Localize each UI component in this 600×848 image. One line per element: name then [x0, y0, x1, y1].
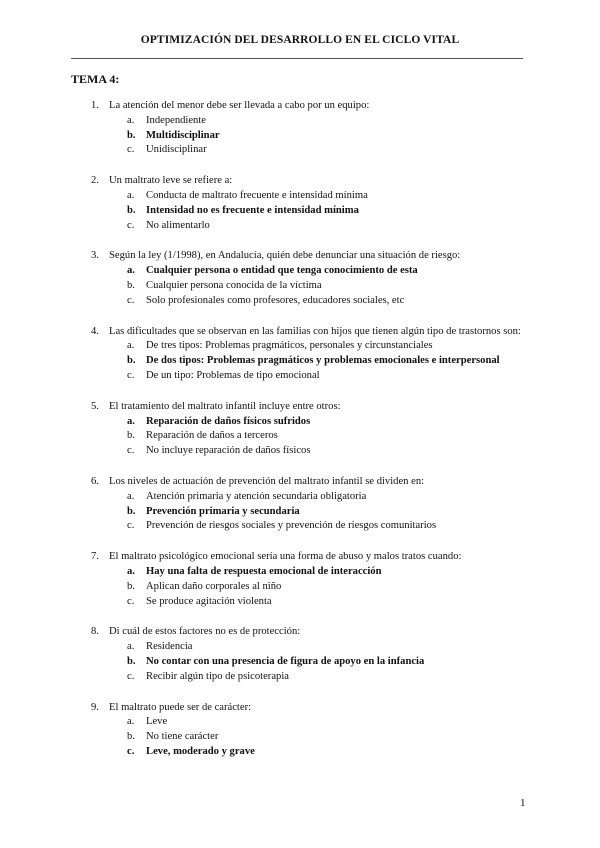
answer-option: [71, 640, 531, 655]
answer-option-correct: [71, 745, 531, 760]
answer-option: [71, 369, 531, 384]
option-text: Reparación de daños físicos sufridos: [146, 415, 311, 427]
page-number: 1: [520, 797, 526, 809]
document-header-title: OPTIMIZACIÓN DEL DESARROLLO EN EL CICLO VITAL: [140, 34, 460, 46]
question-item: [71, 325, 531, 384]
section-title: TEMA 4:: [71, 72, 120, 86]
option-text: No alimentarlo: [146, 219, 210, 231]
option-text: De dos tipos: Problemas pragmáticos y problemas emocionales e interpersonal: [146, 355, 500, 367]
answer-option-correct: [71, 264, 531, 279]
question-number: 6.: [91, 475, 99, 487]
answer-options: [71, 640, 531, 684]
option-letter: b.: [127, 505, 136, 517]
answer-option: [71, 339, 531, 354]
question-list: [71, 99, 531, 776]
option-letter: a.: [127, 114, 135, 126]
question-number: 9.: [91, 701, 99, 713]
answer-option: [71, 670, 531, 685]
question-number-cell: [71, 701, 109, 716]
question-item: [71, 249, 531, 308]
answer-option-correct: [71, 505, 531, 520]
option-text: De un tipo: Problemas de tipo emocional: [146, 369, 320, 381]
question-number-cell: [71, 400, 109, 415]
question-number-cell: [71, 325, 109, 340]
answer-options: [71, 415, 531, 459]
option-letter: a.: [127, 490, 135, 502]
question-row: [71, 400, 531, 415]
answer-option: [71, 519, 531, 534]
answer-option: [71, 114, 531, 129]
question-number-cell: [71, 249, 109, 264]
question-row: [71, 625, 531, 640]
option-text: Hay una falta de respuesta emocional de interacción: [146, 565, 382, 577]
option-letter: c.: [127, 595, 135, 607]
answer-option: [71, 730, 531, 745]
option-text: Aplican daño corporales al niño: [146, 580, 282, 592]
option-text: Recibir algún tipo de psicoterapia: [146, 670, 289, 682]
answer-options: [71, 264, 531, 308]
question-row: [71, 550, 531, 565]
answer-option-correct: [71, 655, 531, 670]
question-text: Di cuál de estos factores no es de protección:: [109, 626, 301, 638]
option-letter: a.: [127, 415, 135, 427]
question-item: [71, 400, 531, 459]
header-divider: [71, 58, 523, 59]
option-text: Se produce agitación violenta: [146, 595, 272, 607]
question-row: [71, 249, 531, 264]
answer-option: [71, 595, 531, 610]
question-text: La atención del menor debe ser llevada a cabo por un equipo:: [109, 100, 370, 111]
question-item: [71, 174, 531, 233]
answer-option: [71, 444, 531, 459]
question-number-cell: [71, 174, 109, 189]
question-row: [71, 475, 531, 490]
answer-option: [71, 715, 531, 730]
question-row: [71, 174, 531, 189]
answer-option-correct: [71, 415, 531, 430]
question-number-cell: [71, 625, 109, 640]
option-text: Cualquier persona conocida de la víctima: [146, 279, 322, 291]
option-text: Residencia: [146, 641, 193, 653]
question-row: [71, 99, 531, 114]
option-text: Atención primaria y atención secundaria obligatoria: [146, 490, 367, 502]
question-item: [71, 99, 531, 158]
option-text: No tiene carácter: [146, 731, 219, 743]
question-item: [71, 625, 531, 684]
option-text: De tres tipos: Problemas pragmáticos, personales y circunstanciales: [146, 340, 433, 352]
option-letter: c.: [127, 294, 135, 306]
option-letter: c.: [127, 670, 135, 682]
option-text: Cualquier persona o entidad que tenga conocimiento de esta: [146, 265, 418, 277]
option-letter: b.: [127, 731, 135, 743]
answer-option: [71, 294, 531, 309]
option-text: No contar con una presencia de figura de apoyo en la infancia: [146, 655, 425, 667]
option-letter: c.: [127, 144, 135, 156]
option-letter: c.: [127, 745, 135, 757]
option-letter: b.: [127, 355, 136, 367]
option-letter: a.: [127, 565, 135, 577]
question-number-cell: [71, 99, 109, 114]
answer-options: [71, 565, 531, 609]
question-text: El maltrato puede ser de carácter:: [109, 701, 252, 713]
option-text: Leve: [146, 716, 168, 728]
answer-option-correct: [71, 204, 531, 219]
question-item: [71, 475, 531, 534]
option-letter: c.: [127, 219, 135, 231]
question-text: Los niveles de actuación de prevención del maltrato infantil se dividen en:: [109, 475, 425, 487]
question-number-cell: [71, 550, 109, 565]
answer-option: [71, 580, 531, 595]
option-text: Prevención de riesgos sociales y prevención de riesgos comunitarios: [146, 520, 437, 532]
question-number: 2.: [91, 175, 99, 187]
question-number: 8.: [91, 626, 99, 638]
option-letter: a.: [127, 641, 135, 653]
option-text: No incluye reparación de daños físicos: [146, 445, 311, 457]
answer-option-correct: [71, 129, 531, 144]
answer-option: [71, 429, 531, 444]
answer-options: [71, 490, 531, 534]
question-number-cell: [71, 475, 109, 490]
question-row: [71, 701, 531, 716]
answer-options: [71, 715, 531, 759]
option-text: Conducta de maltrato frecuente e intensidad mínima: [146, 189, 368, 201]
option-text: Leve, moderado y grave: [146, 745, 255, 757]
option-text: Multidisciplinar: [146, 129, 220, 141]
option-text: Independiente: [146, 114, 207, 126]
answer-options: [71, 339, 531, 383]
option-text: Solo profesionales como profesores, educadores sociales, etc: [146, 294, 405, 306]
question-text: Las dificultades que se observan en las familias con hijos que tienen algún tipo de trastornos son:: [109, 325, 521, 337]
option-text: Reparación de daños a terceros: [146, 430, 278, 442]
question-row: [71, 325, 531, 340]
option-text: Prevención primaria y secundaria: [146, 505, 300, 517]
option-letter: b.: [127, 430, 135, 442]
answer-option: [71, 490, 531, 505]
option-letter: b.: [127, 129, 136, 141]
option-letter: c.: [127, 369, 135, 381]
option-letter: b.: [127, 279, 135, 291]
option-text: Unidisciplinar: [146, 144, 207, 156]
answer-options: [71, 189, 531, 233]
option-letter: c.: [127, 520, 135, 532]
option-letter: b.: [127, 580, 135, 592]
question-number: 5.: [91, 400, 99, 412]
question-item: [71, 701, 531, 760]
option-letter: a.: [127, 340, 135, 352]
answer-options: [71, 114, 531, 158]
question-number: 4.: [91, 325, 99, 337]
question-number: 1.: [91, 100, 99, 111]
option-letter: b.: [127, 204, 136, 216]
option-letter: a.: [127, 716, 135, 728]
option-letter: c.: [127, 445, 135, 457]
answer-option-correct: [71, 565, 531, 580]
option-letter: a.: [127, 189, 135, 201]
question-number: 7.: [91, 551, 99, 563]
answer-option-correct: [71, 354, 531, 369]
question-text: Según la ley (1/1998), en Andalucía, quién debe denunciar una situación de riesgo:: [109, 250, 461, 262]
option-letter: a.: [127, 265, 135, 277]
answer-option: [71, 189, 531, 204]
question-text: El tratamiento del maltrato infantil incluye entre otros:: [109, 400, 341, 412]
question-text: El maltrato psicológico emocional sería una forma de abuso y malos tratos cuando:: [109, 551, 462, 563]
question-number: 3.: [91, 250, 99, 262]
question-item: [71, 550, 531, 609]
answer-option: [71, 143, 531, 158]
option-letter: b.: [127, 655, 136, 667]
question-text: Un maltrato leve se refiere a:: [109, 175, 233, 187]
answer-option: [71, 219, 531, 234]
answer-option: [71, 279, 531, 294]
option-text: Intensidad no es frecuente e intensidad mínima: [146, 204, 359, 216]
